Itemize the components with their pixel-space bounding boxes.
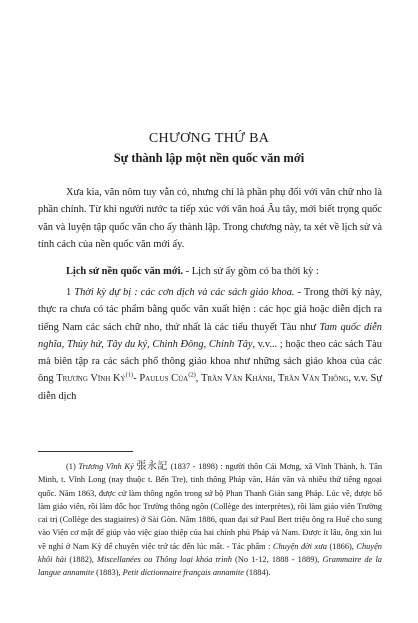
- footnote-year: (1884).: [244, 568, 271, 578]
- footnote-divider: [38, 451, 133, 452]
- author-name: Trần Văn Thông: [278, 373, 349, 385]
- footnote-name: Trương Vĩnh Ký: [78, 462, 134, 471]
- footnote-one: [38, 460, 382, 580]
- section-lead: - Lịch sử ấy gồm có ba thời kỳ :: [183, 266, 319, 277]
- footnote-ref: (1): [125, 372, 134, 380]
- footnote-text: (1837 - 1898) : người thôn Cái Mơng, xã Vĩnh Thành, h. Tân Minh, t. Vĩnh Long (nay thuộc t. Bến Tre), tinh thông Pháp văn, Hán văn và nhiều thứ tiếng ngoại quốc. Năm 1863, được cử làm thông ngôn trong sứ bộ Phan Thanh Giản sang Pháp. Lúc về, được bổ làm giáo viên, rồi làm đốc học Trường thông ngôn (Collège des interprètes), rồi làm giáo viên Trường cai trị (Collège des stagiaires) ở Sài Gòn. Năm 1886, quan đại sứ Paul Bert triệu ông ra Huế cho sung vào Viện cơ mật để giúp vào việc giao thiệp của hai chính phủ Pháp và Nam. Được ít lâu, ông xin lui về nghỉ ở Nam Kỳ để chuyên việc trứ tác đến lúc mất. - Tác phẩm :: [38, 462, 383, 551]
- period-text-a: - Trong thời kỳ này, thực ra chưa có tác phẩm bằng quốc văn xuất hiện : các học giả hoặc diễn dịch ra tiếng Nam các sách chữ nho, thứ nhất là các tiểu thuyết Tàu như: [38, 287, 382, 333]
- footnote-work: Chuyện khôi hài: [38, 541, 382, 565]
- period-one-paragraph: [38, 284, 382, 405]
- author-name: Trần Văn Khánh: [201, 373, 273, 385]
- period-text-b: , v.v... ; hoặc theo các sách Tàu mà biên tập ra các sách phổ thông giáo khoa như những sách giáo khoa của các ông: [38, 338, 382, 385]
- footnote-year: (1883),: [94, 568, 123, 578]
- footnote-ref: (2): [188, 372, 196, 380]
- footnote-mark: (1): [66, 462, 76, 471]
- footnote-year: (1882),: [66, 555, 98, 565]
- separator: -: [133, 373, 140, 385]
- separator: ,: [147, 338, 153, 350]
- footnote-year: (No 1-12, 1888 - 1889),: [231, 555, 323, 565]
- footnote-work: Miscellanées ou Thông loại khóa trình: [97, 555, 232, 565]
- work-title: Chinh Tây: [208, 338, 253, 350]
- author-name: Paulus Của: [139, 373, 189, 385]
- separator: ,: [195, 373, 202, 385]
- footnote-work: Grammaire de la langue annamite: [38, 555, 382, 578]
- period-number: 1: [66, 287, 72, 298]
- separator: ,: [101, 338, 107, 350]
- footnote-work: Chuyện đời xưa: [272, 541, 327, 551]
- separator: ,: [203, 338, 209, 350]
- section-heading: Lịch sử nền quốc văn mới.: [66, 266, 184, 277]
- section-heading-paragraph: [38, 263, 382, 280]
- footnote-work: Petit dictionnaire français annamite: [122, 568, 245, 578]
- chapter-title: CHƯƠNG THỨ BA: [148, 131, 270, 146]
- author-name: Trương Vĩnh Ký: [56, 373, 126, 385]
- separator: ,: [61, 338, 67, 350]
- work-title: Tam quốc diễn nghĩa: [38, 321, 382, 350]
- intro-paragraph: Xưa kia, văn nôm tuy vẫn có, nhưng chỉ là phần phụ đối với văn chữ nho là phần chính. Từ khi người nước ta tiếp xúc với văn hoá Âu tây, mới biết trọng quốc văn và luyện tập quốc văn cho ấy thành lập. Trong chương này, ta xét về lịch sử và tính cách của nền quốc văn mới ấy.: [38, 187, 382, 250]
- work-title: Chinh Đông: [152, 338, 204, 350]
- chapter-subtitle: Sự thành lập một nền quốc văn mới: [113, 151, 305, 165]
- footnote-chinese: 張永記: [136, 461, 168, 472]
- work-title: Tây du ký: [106, 338, 148, 350]
- work-title: Thủy hử: [66, 338, 102, 350]
- separator: ,: [272, 373, 279, 385]
- footnote-year: (1866),: [326, 541, 357, 551]
- period-text-c: , v.v. Sự diễn dịch: [38, 373, 382, 402]
- period-heading: Thời kỳ dự bị : các cơn dịch và các sách giáo khoa.: [74, 287, 295, 298]
